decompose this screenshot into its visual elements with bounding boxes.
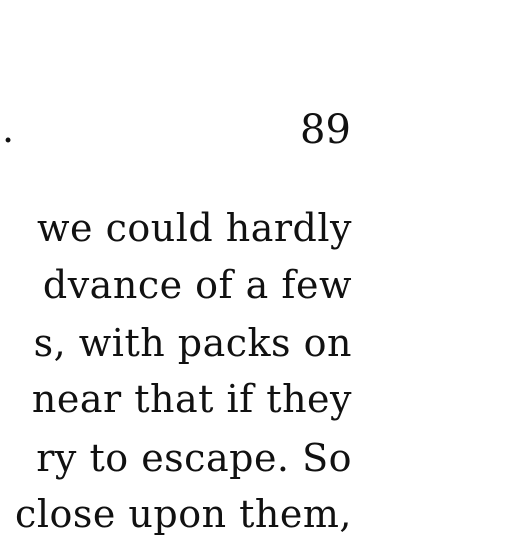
text-line: s, with packs on: [33, 321, 352, 365]
text-line: we could hardly: [36, 206, 352, 250]
text-line: near that if they: [31, 377, 352, 421]
running-head-fragment: .: [2, 107, 15, 151]
text-line: ry to escape. So: [36, 436, 352, 480]
text-line: dvance of a few: [42, 263, 352, 307]
text-line: close upon them,: [15, 492, 352, 536]
page-number: 89: [300, 107, 351, 153]
